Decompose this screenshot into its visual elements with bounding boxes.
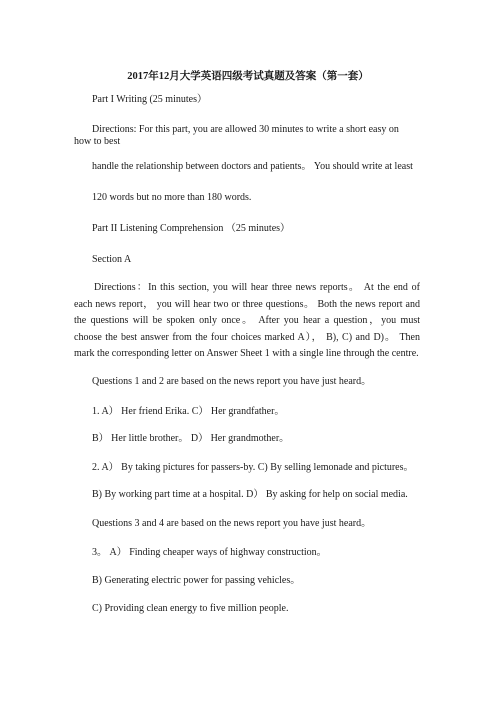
question-3-line-1: 3。 A） Finding cheaper ways of highway construction。 (92, 547, 327, 558)
writing-heading: Part I Writing (25 minutes） (92, 94, 207, 105)
writing-directions-line-1: Directions: For this part, you are allowed 30 minutes to write a short easy on (92, 124, 399, 135)
question-2-line-2: B) By working part time at a hospital. D） By asking for help on social media. (92, 489, 408, 500)
writing-directions-line-3: handle the relationship between doctors and patients。 You should write at least (92, 161, 413, 172)
writing-directions-line-2: how to best (74, 136, 121, 147)
section-a-heading: Section A (92, 254, 132, 265)
questions-1-2-intro: Questions 1 and 2 are based on the news report you have just heard。 (92, 376, 372, 387)
questions-3-4-intro: Questions 3 and 4 are based on the news report you have just heard。 (92, 518, 372, 529)
writing-directions-line-4: 120 words but no more than 180 words. (92, 192, 252, 203)
document-title: 2017年12月大学英语四级考试真题及答案（第一套） (127, 71, 369, 82)
question-1-line-1: 1. A） Her friend Erika. C） Her grandfather。 (92, 406, 285, 417)
question-3-line-2: B) Generating electric power for passing vehicles。 (92, 575, 301, 586)
listening-directions: Directions：In this section, you will hear three news reports。 At the end of each news report， you will hear two or three questions。 Both the news report and the questions will be spoken only once。 After you hear a question，you must choose the best answer from the four choices marked A）， B), C) and D)。 Then mark the corresponding letter on Answer Sheet 1 with a single line through the centre. (74, 282, 420, 359)
question-2-line-1: 2. A） By taking pictures for passers-by. C) By selling lemonade and pictures。 (92, 462, 414, 473)
listening-heading: Part II Listening Comprehension （25 minutes） (92, 223, 291, 234)
question-1-line-2: B） Her little brother。 D） Her grandmother。 (92, 433, 290, 444)
question-3-line-3: C) Providing clean energy to five million people. (92, 603, 289, 614)
